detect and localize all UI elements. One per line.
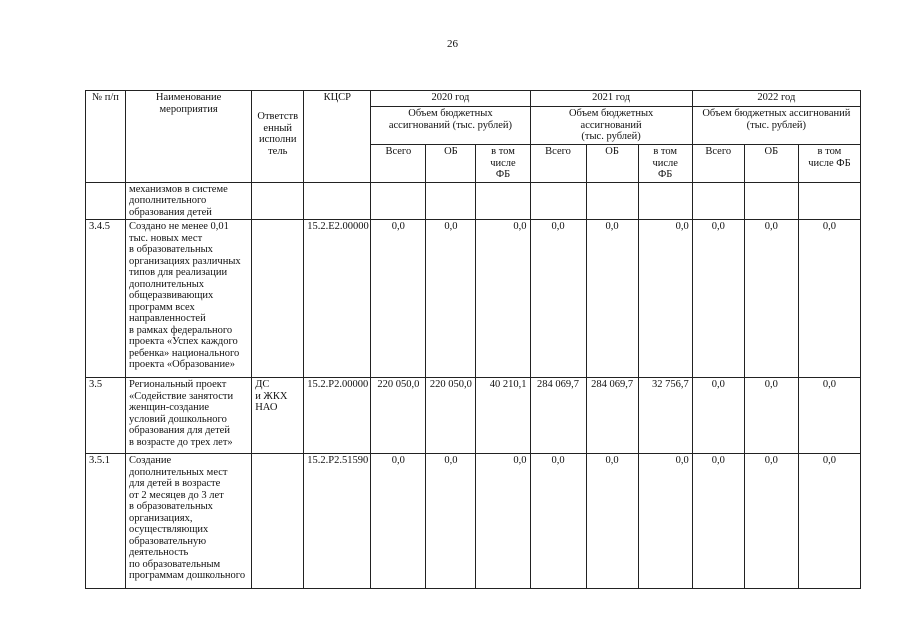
row-2021-total: 0,0 [530, 454, 586, 589]
header-kcsr: КЦСР [304, 91, 371, 183]
row-2022-ob: 0,0 [744, 220, 798, 378]
table-row [86, 378, 861, 454]
row-2021-ob: 0,0 [586, 220, 638, 378]
row-2021-fb [638, 182, 692, 220]
row-2022-ob: 0,0 [744, 454, 798, 589]
table-header [86, 91, 861, 183]
row-2021-total: 0,0 [530, 220, 586, 378]
header-group-2021: Объем бюджетных ассигнований (тыс. рублей) [530, 107, 692, 145]
header-num: № п/п [86, 91, 126, 183]
table-row [86, 454, 861, 589]
row-kcsr [304, 182, 371, 220]
row-name: механизмов в системе дополнительного образования детей [126, 182, 252, 220]
row-name: Создано не менее 0,01 тыс. новых мест в образовательных организациях различных типов для реализации дополнительных общеразвивающих программ всех направленностей в рамках федерального проекта «Успех каждого ребенка» национального проекта «Образование» [126, 220, 252, 378]
row-kcsr: 15.2.Р2.51590 [304, 454, 371, 589]
header-2020-total: Всего [371, 145, 426, 183]
table-row [86, 220, 861, 378]
row-2022-total [692, 182, 744, 220]
row-2020-ob: 220 050,0 [426, 378, 476, 454]
header-name: Наименование мероприятия [126, 91, 252, 183]
row-2020-fb: 0,0 [476, 454, 530, 589]
row-2021-ob: 0,0 [586, 454, 638, 589]
row-2020-fb: 40 210,1 [476, 378, 530, 454]
header-2021-total: Всего [530, 145, 586, 183]
row-name: Региональный проект «Содействие занятости женщин-создание условий дошкольного образования для детей в возрасте до трех лет» [126, 378, 252, 454]
row-responsible: ДС и ЖКХ НАО [252, 378, 304, 454]
budget-table [85, 90, 861, 589]
row-2021-ob [586, 182, 638, 220]
table-body [86, 182, 861, 589]
row-2021-total [530, 182, 586, 220]
table-row [86, 182, 861, 220]
row-2022-fb [798, 182, 860, 220]
row-2021-fb: 32 756,7 [638, 378, 692, 454]
row-2022-fb: 0,0 [798, 454, 860, 589]
row-2021-fb: 0,0 [638, 454, 692, 589]
header-2021-ob: ОБ [586, 145, 638, 183]
row-2021-ob: 284 069,7 [586, 378, 638, 454]
row-2020-fb [476, 182, 530, 220]
row-num: 3.5.1 [86, 454, 126, 589]
row-2020-ob: 0,0 [426, 220, 476, 378]
row-2022-total: 0,0 [692, 378, 744, 454]
row-2020-total: 220 050,0 [371, 378, 426, 454]
row-2020-total [371, 182, 426, 220]
header-2020-fb: в том числе ФБ [476, 145, 530, 183]
header-year-2021: 2021 год [530, 91, 692, 107]
row-2022-fb: 0,0 [798, 220, 860, 378]
row-2020-ob [426, 182, 476, 220]
row-responsible [252, 454, 304, 589]
header-year-2022: 2022 год [692, 91, 860, 107]
row-num: 3.5 [86, 378, 126, 454]
header-2020-ob: ОБ [426, 145, 476, 183]
header-group-2020: Объем бюджетных ассигнований (тыс. рублей) [371, 107, 530, 145]
header-responsible: Ответств енный исполни тель [252, 91, 304, 183]
row-2022-total: 0,0 [692, 454, 744, 589]
row-kcsr: 15.2.Е2.00000 [304, 220, 371, 378]
row-name: Создание дополнительных мест для детей в возрасте от 2 месяцев до 3 лет в образовательных организациях, осуществляющих образовательную деятельность по образовательным программам дошкольного [126, 454, 252, 589]
row-num: 3.4.5 [86, 220, 126, 378]
row-num [86, 182, 126, 220]
row-2020-fb: 0,0 [476, 220, 530, 378]
row-2020-total: 0,0 [371, 220, 426, 378]
row-2020-ob: 0,0 [426, 454, 476, 589]
header-2022-ob: ОБ [744, 145, 798, 183]
row-responsible [252, 182, 304, 220]
header-2022-fb: в том числе ФБ [798, 145, 860, 183]
header-year-2020: 2020 год [371, 91, 530, 107]
page-number: 26 [447, 38, 458, 50]
row-2022-fb: 0,0 [798, 378, 860, 454]
row-2022-ob [744, 182, 798, 220]
header-2022-total: Всего [692, 145, 744, 183]
row-kcsr: 15.2.Р2.00000 [304, 378, 371, 454]
header-2021-fb: в том числе ФБ [638, 145, 692, 183]
row-responsible [252, 220, 304, 378]
header-group-2022: Объем бюджетных ассигнований (тыс. рублей) [692, 107, 860, 145]
row-2020-total: 0,0 [371, 454, 426, 589]
row-2021-fb: 0,0 [638, 220, 692, 378]
row-2021-total: 284 069,7 [530, 378, 586, 454]
row-2022-ob: 0,0 [744, 378, 798, 454]
row-2022-total: 0,0 [692, 220, 744, 378]
